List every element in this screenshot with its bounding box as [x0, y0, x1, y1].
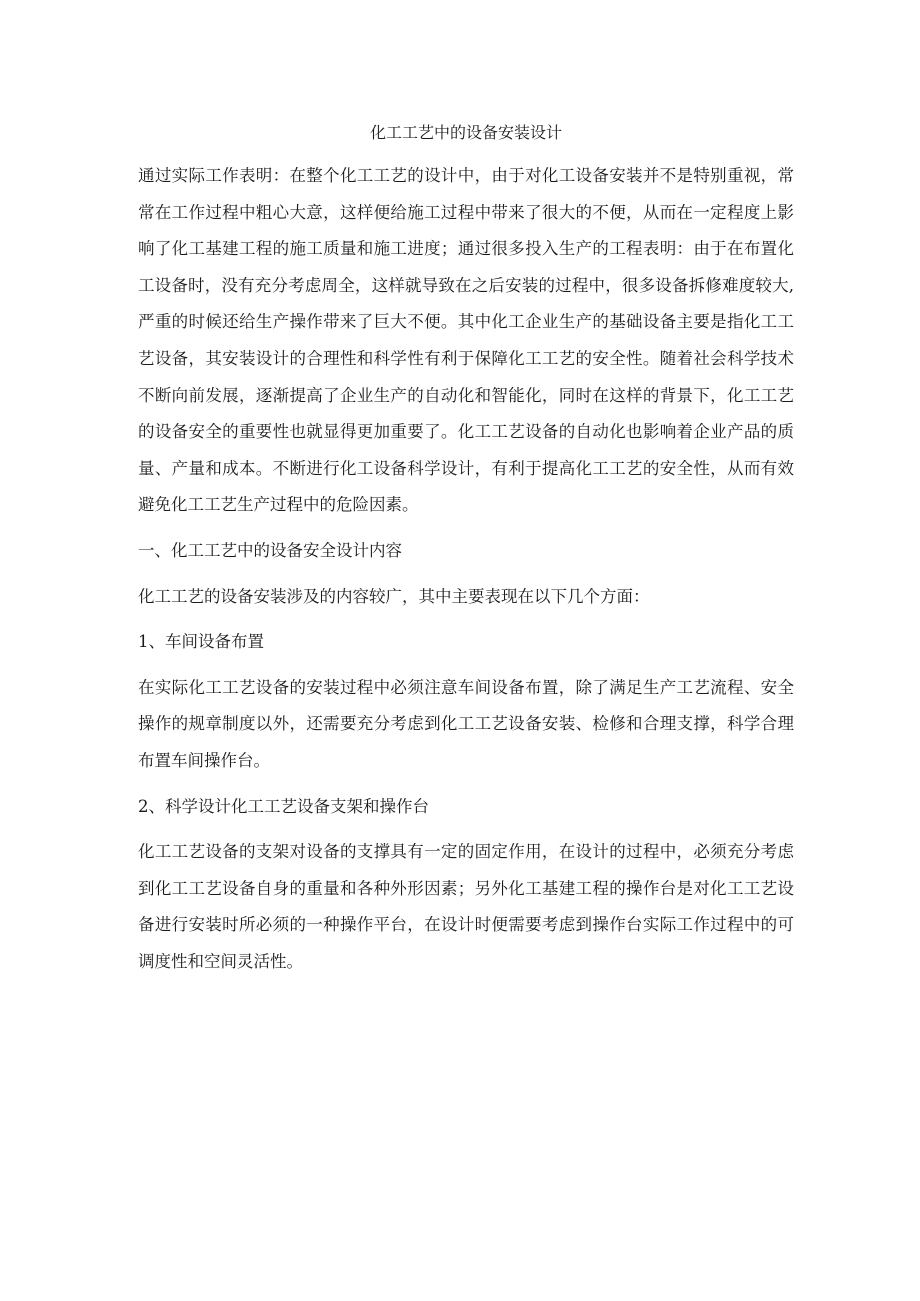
subsection-2-paragraph: 化工工艺设备的支架对设备的支撑具有一定的固定作用，在设计的过程中，必须充分考虑到化工工艺设备自身的重量和各种外形因素；另外化工基建工程的操作台是对化工工艺设备进行安装时所必须的一种操作平台，在设计时便需要考虑到操作台实际工作过程中的可调度性和空间灵活性。	[138, 842, 794, 971]
section-1-intro-paragraph: 化工工艺的设备安装涉及的内容较广，其中主要表现在以下几个方面：	[138, 586, 650, 606]
subsection-heading-1: 1、车间设备布置	[138, 632, 264, 652]
document-title: 化工工艺中的设备安装设计	[369, 123, 562, 142]
subsection-heading-2: 2、科学设计化工工艺设备支架和操作台	[138, 796, 429, 816]
intro-paragraph: 通过实际工作表明：在整个化工工艺的设计中，由于对化工设备安装并不是特别重视，常常在工作过程中粗心大意，这样便给施工过程中带来了很大的不便，从而在一定程度上影响了化工基建工程的施工质量和施工进度；通过很多投入生产的工程表明：由于在布置化工设备时，没有充分考虑周全，这样就导致在之后安装的过程中，很多设备拆修难度较大,严重的时候还给生产操作带来了巨大不便。其中化工企业生产的基础设备主要是指化工工艺设备，其安装设计的合理性和科学性有利于保障化工工艺的安全性。随着社会科学技术不断向前发展，逐渐提高了企业生产的自动化和智能化，同时在这样的背景下，化工工艺的设备安全的重要性也就显得更加重要了。化工工艺设备的自动化也影响着企业产品的质量、产量和成本。不断进行化工设备科学设计，有利于提高化工工艺的安全性，从而有效避免化工工艺生产过程中的危险因素。	[138, 166, 794, 515]
subsection-1-paragraph: 在实际化工工艺设备的安装过程中必须注意车间设备布置，除了满足生产工艺流程、安全操作的规章制度以外，还需要充分考虑到化工工艺设备安装、检修和合理支撑，科学合理布置车间操作台。	[138, 677, 794, 770]
section-heading-1: 一、化工工艺中的设备安全设计内容	[138, 540, 402, 560]
document-page	[138, 122, 794, 980]
